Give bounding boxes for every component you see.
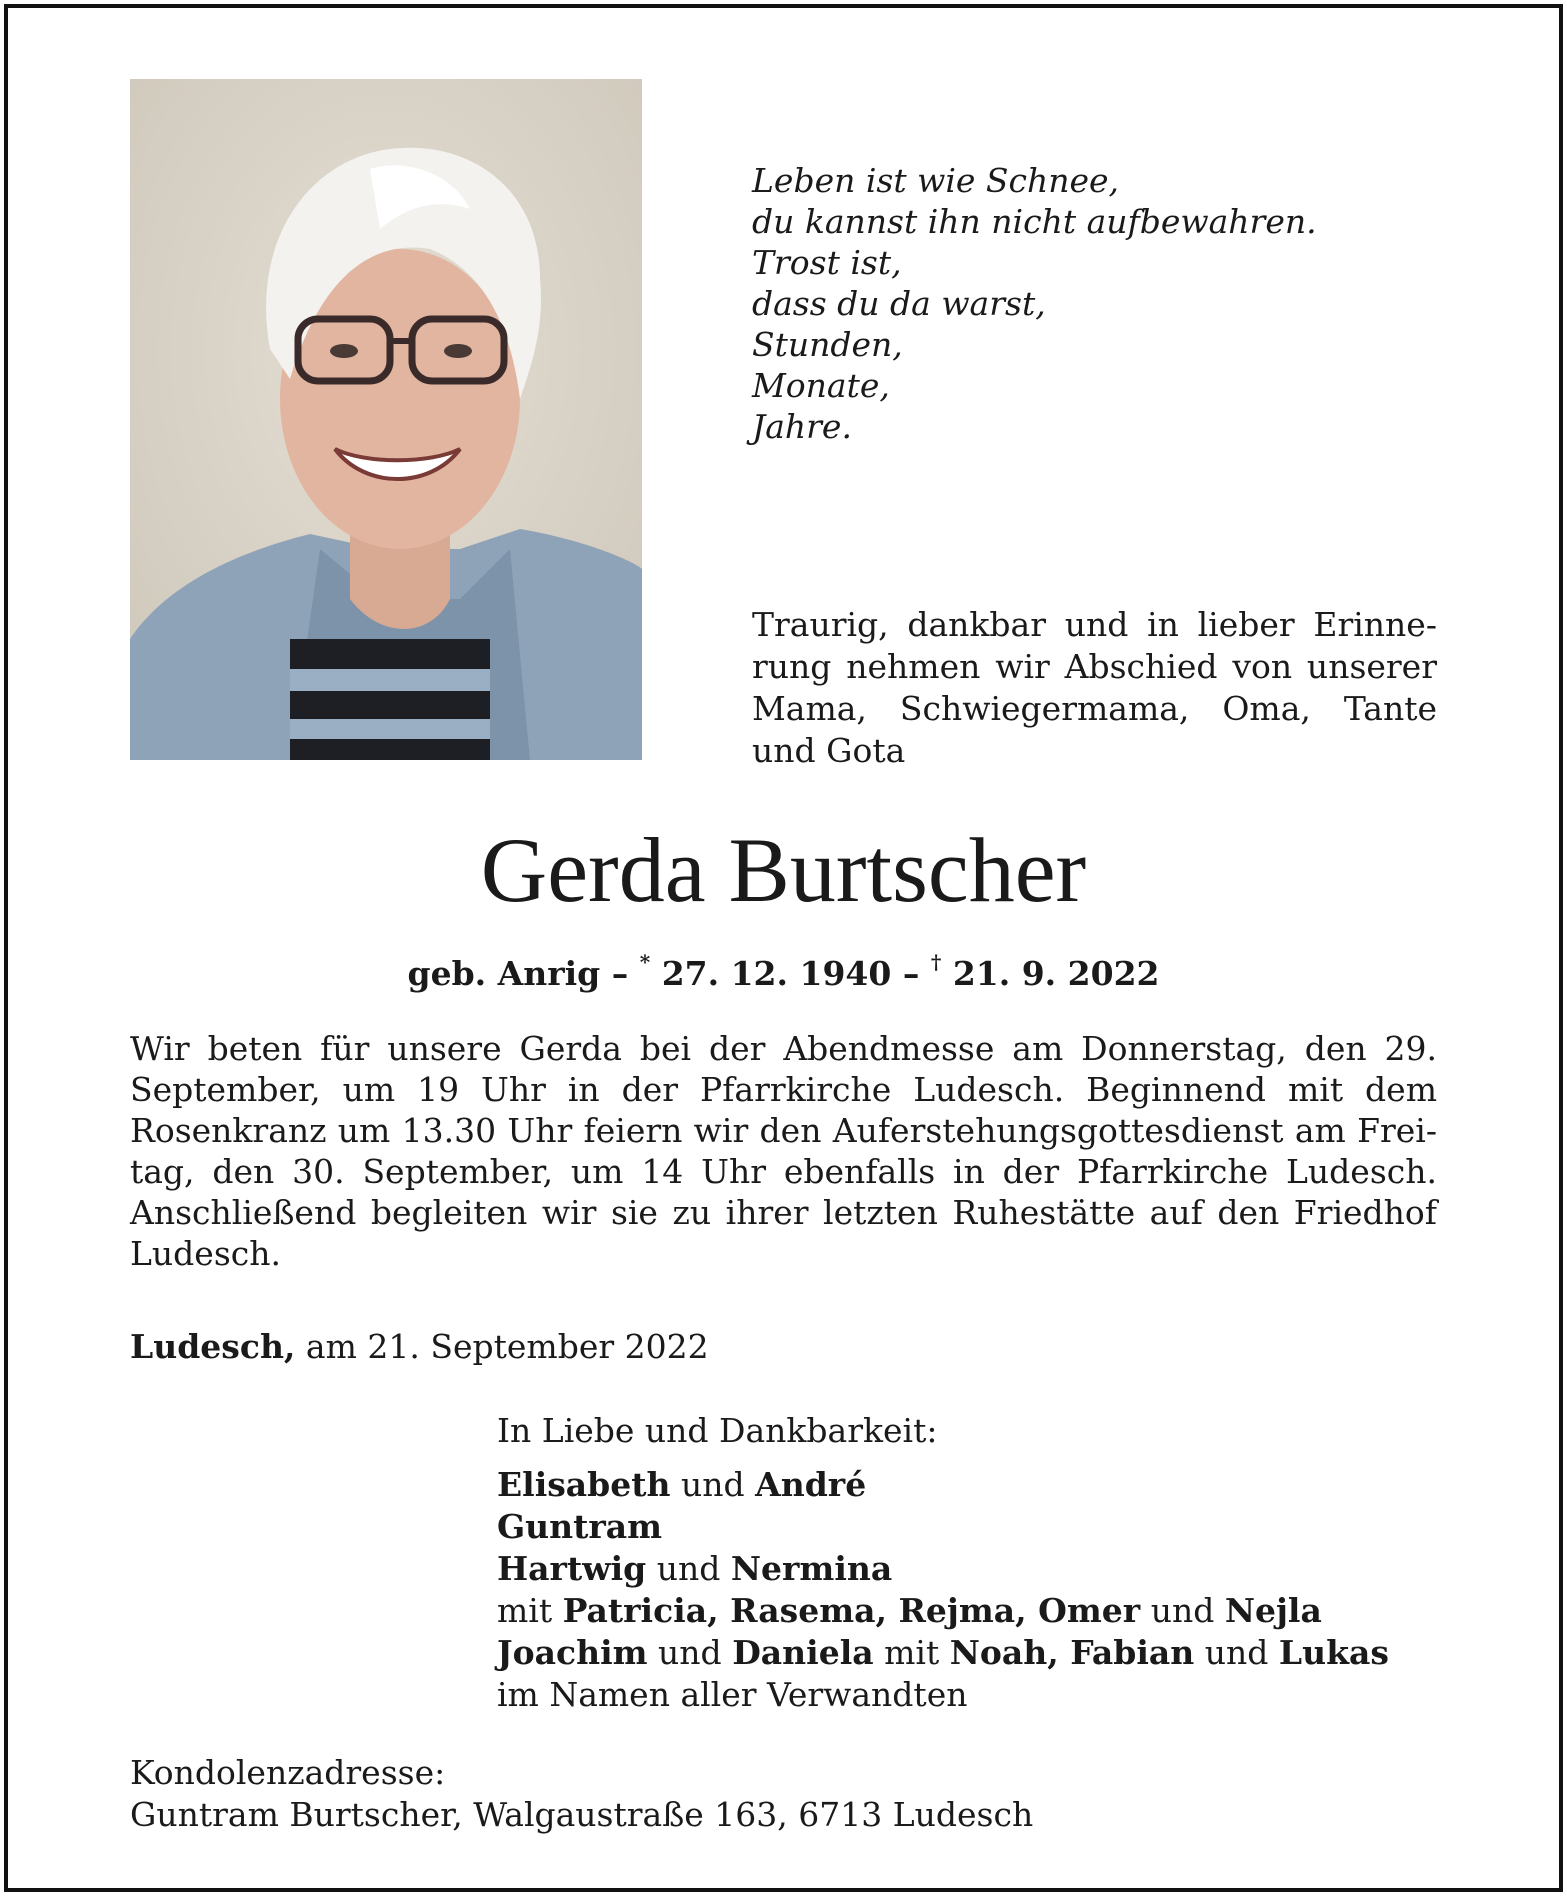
- family-member: Lukas: [1278, 1633, 1389, 1672]
- family-member: Nejla: [1224, 1591, 1322, 1630]
- family-heading: In Liebe und Dankbarkeit:: [497, 1411, 938, 1450]
- poem-line: Leben ist wie Schnee,: [752, 161, 1120, 200]
- farewell-intro: Traurig, dankbar und in lieber Erinnerung nehmen wir Abschied von unserer Mama, Schwiegermama, Oma, Tante und Gota: [752, 605, 1437, 770]
- family-member: Nermina: [730, 1549, 893, 1588]
- deceased-name: Gerda Burtscher: [480, 819, 1087, 921]
- family-member: Hartwig: [497, 1549, 647, 1588]
- life-dates: [0, 944, 1567, 996]
- family-member: Daniela: [732, 1633, 874, 1672]
- family-member: Elisabeth: [497, 1465, 671, 1504]
- family-line: [497, 1590, 1389, 1632]
- birth-date: 27. 12. 1940: [661, 954, 892, 993]
- family-member: Noah, Fabian: [949, 1633, 1195, 1672]
- conjunction: und: [656, 1549, 721, 1588]
- dash: –: [611, 954, 629, 993]
- family-member: André: [755, 1465, 867, 1504]
- family-line: [497, 1548, 1389, 1590]
- condolence-label: Kondolenzadresse:: [130, 1753, 446, 1792]
- poem-line: Stunden,: [752, 325, 903, 364]
- poem-line: Monate,: [752, 366, 890, 405]
- death-date: 21. 9. 2022: [952, 954, 1160, 993]
- family-line: [497, 1632, 1389, 1674]
- place-town: Ludesch,: [130, 1327, 296, 1366]
- poem: [752, 160, 1317, 447]
- portrait-photo: [130, 79, 642, 760]
- birth-symbol: *: [639, 950, 651, 974]
- service-details: Wir beten für unsere Gerda bei der Abendmesse am Donnerstag, den 29. September, um 19 Uhr in der Pfarrkirche Ludesch. Beginnend mit dem Rosenkranz um 13.30 Uhr feiern wir den Auferstehungsgottesdienst am Freitag, den 30. September, um 14 Uhr ebenfalls in der Pfarrkirche Ludesch. Anschließend begleiten wir sie zu ihrer letzten Ruhestätte auf den Friedhof Ludesch.: [130, 1029, 1437, 1273]
- conjunction: und: [681, 1465, 745, 1504]
- birth-name: geb. Anrig: [407, 954, 601, 993]
- family-signatures: [497, 1410, 1389, 1716]
- dash: –: [902, 954, 920, 993]
- poem-line: dass du da warst,: [752, 284, 1046, 323]
- family-closing: im Namen aller Verwandten: [497, 1675, 968, 1714]
- family-member: Guntram: [497, 1507, 663, 1546]
- conjunction: und: [1204, 1633, 1269, 1672]
- family-line: [497, 1464, 1389, 1506]
- death-symbol: †: [930, 950, 942, 974]
- portrait-illustration: [130, 79, 642, 760]
- conjunction: und: [1150, 1591, 1215, 1630]
- poem-line: du kannst ihn nicht aufbewahren.: [752, 202, 1317, 241]
- family-member: Joachim: [497, 1633, 648, 1672]
- condolence-address-text: Guntram Burtscher, Walgaustraße 163, 6713 Ludesch: [130, 1795, 1034, 1834]
- conjunction: mit: [497, 1591, 553, 1630]
- conjunction: mit: [884, 1633, 940, 1672]
- place-date-text: am 21. September 2022: [305, 1327, 709, 1366]
- poem-line: Jahre.: [752, 407, 852, 446]
- conjunction: und: [658, 1633, 722, 1672]
- family-line: [497, 1506, 1389, 1548]
- place-date: [130, 1325, 709, 1369]
- family-member: Patricia, Rasema, Rejma, Omer: [562, 1591, 1141, 1630]
- condolence-address: [130, 1752, 1033, 1836]
- poem-line: Trost ist,: [752, 243, 902, 282]
